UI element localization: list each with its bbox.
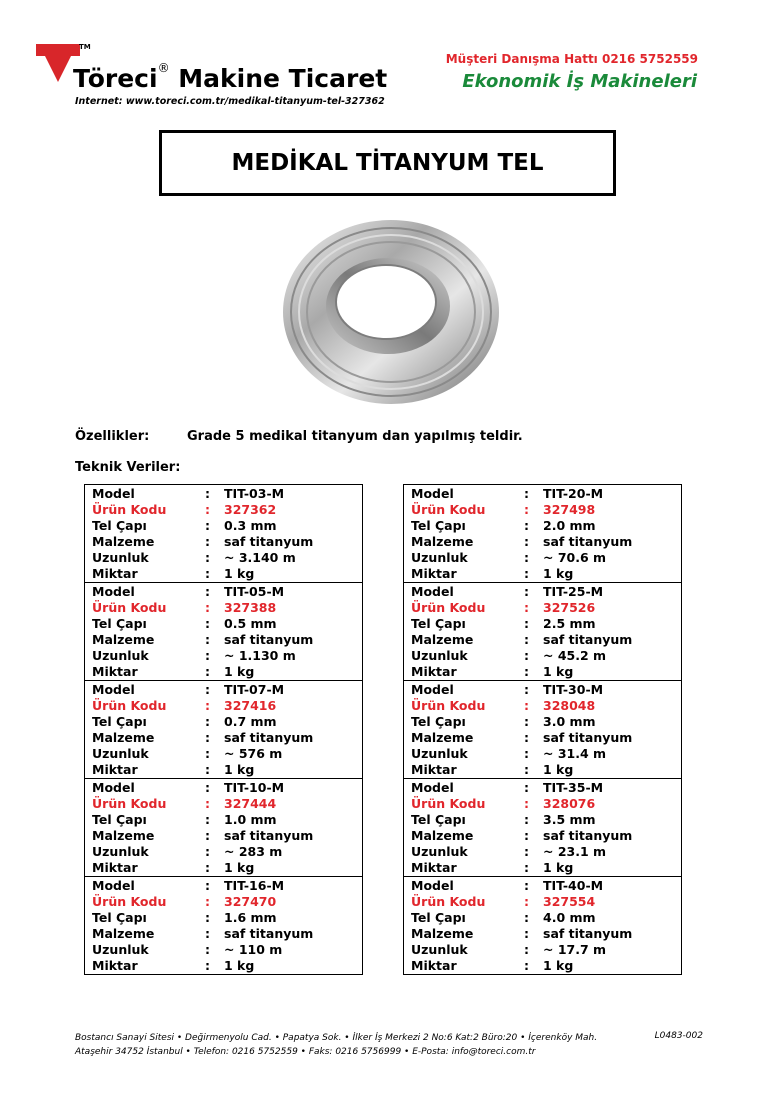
model-value: TIT-05-M bbox=[224, 584, 285, 599]
length-value: ~ 31.4 m bbox=[543, 746, 607, 761]
code-value: 328048 bbox=[543, 698, 596, 713]
diameter-value: 2.5 mm bbox=[543, 616, 596, 631]
code-value: 327526 bbox=[543, 600, 596, 615]
diameter-value: 0.3 mm bbox=[224, 518, 277, 533]
qty-value: 1 kg bbox=[543, 762, 574, 777]
model-label: Model bbox=[411, 584, 454, 599]
length-label: Uzunluk bbox=[411, 746, 468, 761]
model-value: TIT-20-M bbox=[543, 486, 604, 501]
qty-value: 1 kg bbox=[543, 860, 574, 875]
length-value: ~ 17.7 m bbox=[543, 942, 607, 957]
properties-label: Özellikler: bbox=[75, 429, 150, 444]
length-value: ~ 1.130 m bbox=[224, 648, 296, 663]
model-label: Model bbox=[411, 486, 454, 501]
model-label: Model bbox=[411, 780, 454, 795]
material-label: Malzeme bbox=[92, 730, 155, 745]
material-value: saf titanyum bbox=[543, 828, 633, 843]
qty-value: 1 kg bbox=[224, 958, 255, 973]
length-label: Uzunluk bbox=[92, 746, 149, 761]
model-label: Model bbox=[92, 878, 135, 893]
material-value: saf titanyum bbox=[224, 926, 314, 941]
properties-value: Grade 5 medikal titanyum dan yapılmış teldir. bbox=[187, 429, 523, 444]
product-block: Model : TIT-35-M Ürün Kodu : 328076 Tel Çapı : 3.5 mm Malzeme : saf titanyum Uzunluk : ~ 23.1 m Miktar : 1 kg bbox=[404, 779, 681, 877]
material-value: saf titanyum bbox=[543, 926, 633, 941]
qty-value: 1 kg bbox=[224, 566, 255, 581]
code-value: 328076 bbox=[543, 796, 596, 811]
code-label: Ürün Kodu bbox=[411, 600, 486, 615]
qty-label: Miktar bbox=[92, 860, 138, 875]
diameter-value: 0.5 mm bbox=[224, 616, 277, 631]
material-value: saf titanyum bbox=[224, 632, 314, 647]
diameter-label: Tel Çapı bbox=[92, 616, 147, 631]
code-label: Ürün Kodu bbox=[411, 894, 486, 909]
qty-value: 1 kg bbox=[224, 762, 255, 777]
model-value: TIT-16-M bbox=[224, 878, 285, 893]
length-value: ~ 3.140 m bbox=[224, 550, 296, 565]
qty-value: 1 kg bbox=[543, 664, 574, 679]
diameter-value: 0.7 mm bbox=[224, 714, 277, 729]
code-value: 327444 bbox=[224, 796, 277, 811]
model-label: Model bbox=[92, 486, 135, 501]
model-value: TIT-30-M bbox=[543, 682, 604, 697]
qty-value: 1 kg bbox=[224, 860, 255, 875]
registered-mark: ® bbox=[157, 61, 170, 75]
material-value: saf titanyum bbox=[543, 730, 633, 745]
tech-data-label: Teknik Veriler: bbox=[75, 460, 181, 475]
length-value: ~ 110 m bbox=[224, 942, 283, 957]
qty-label: Miktar bbox=[411, 762, 457, 777]
product-block: Model : TIT-40-M Ürün Kodu : 327554 Tel Çapı : 4.0 mm Malzeme : saf titanyum Uzunluk : ~ 17.7 m Miktar : 1 kg bbox=[411, 878, 633, 973]
material-value: saf titanyum bbox=[224, 534, 314, 549]
footer-line-2: Ataşehir 34752 İstanbul • Telefon: 0216 5752559 • Faks: 0216 5756999 • E-Posta: info@toreci.com.tr bbox=[75, 1047, 536, 1057]
titanium-wire-coil-image bbox=[276, 210, 506, 410]
material-label: Malzeme bbox=[92, 926, 155, 941]
diameter-label: Tel Çapı bbox=[411, 812, 466, 827]
diameter-label: Tel Çapı bbox=[411, 910, 466, 925]
code-value: 327416 bbox=[224, 698, 277, 713]
company-name: Töreci® Makine Ticaret bbox=[73, 61, 388, 93]
length-label: Uzunluk bbox=[92, 942, 149, 957]
model-label: Model bbox=[411, 682, 454, 697]
material-value: saf titanyum bbox=[224, 828, 314, 843]
product-block: Model : TIT-03-M Ürün Kodu : 327362 Tel Çapı : 0.3 mm Malzeme : saf titanyum Uzunluk : ~ 3.140 m Miktar : 1 kg bbox=[85, 485, 362, 583]
length-label: Uzunluk bbox=[92, 550, 149, 565]
diameter-label: Tel Çapı bbox=[92, 518, 147, 533]
model-label: Model bbox=[411, 878, 454, 893]
length-value: ~ 45.2 m bbox=[543, 648, 607, 663]
qty-value: 1 kg bbox=[543, 958, 574, 973]
material-label: Malzeme bbox=[411, 632, 474, 647]
qty-label: Miktar bbox=[411, 566, 457, 581]
qty-value: 1 kg bbox=[543, 566, 574, 581]
page-title: MEDİKAL TİTANYUM TEL bbox=[231, 150, 544, 176]
diameter-value: 3.5 mm bbox=[543, 812, 596, 827]
trademark-mark: TM bbox=[79, 43, 91, 51]
diameter-value: 3.0 mm bbox=[543, 714, 596, 729]
material-value: saf titanyum bbox=[543, 534, 633, 549]
model-label: Model bbox=[92, 584, 135, 599]
code-value: 327498 bbox=[543, 502, 596, 517]
code-label: Ürün Kodu bbox=[92, 796, 167, 811]
diameter-value: 1.6 mm bbox=[224, 910, 277, 925]
code-value: 327554 bbox=[543, 894, 596, 909]
diameter-value: 2.0 mm bbox=[543, 518, 596, 533]
code-label: Ürün Kodu bbox=[411, 796, 486, 811]
model-value: TIT-35-M bbox=[543, 780, 604, 795]
code-value: 327388 bbox=[224, 600, 277, 615]
qty-value: 1 kg bbox=[224, 664, 255, 679]
qty-label: Miktar bbox=[92, 958, 138, 973]
diameter-label: Tel Çapı bbox=[92, 714, 147, 729]
spec-table-left bbox=[84, 484, 363, 975]
title-box bbox=[159, 130, 616, 196]
length-value: ~ 23.1 m bbox=[543, 844, 607, 859]
length-label: Uzunluk bbox=[411, 648, 468, 663]
product-block: Model : TIT-20-M Ürün Kodu : 327498 Tel Çapı : 2.0 mm Malzeme : saf titanyum Uzunluk : ~ 70.6 m Miktar : 1 kg bbox=[404, 485, 681, 583]
qty-label: Miktar bbox=[411, 958, 457, 973]
qty-label: Miktar bbox=[411, 664, 457, 679]
material-label: Malzeme bbox=[92, 534, 155, 549]
length-label: Uzunluk bbox=[411, 942, 468, 957]
model-value: TIT-10-M bbox=[224, 780, 285, 795]
product-block: Model : TIT-05-M Ürün Kodu : 327388 Tel Çapı : 0.5 mm Malzeme : saf titanyum Uzunluk : ~ 1.130 m Miktar : 1 kg bbox=[85, 583, 362, 681]
qty-label: Miktar bbox=[92, 762, 138, 777]
length-label: Uzunluk bbox=[92, 648, 149, 663]
model-value: TIT-03-M bbox=[224, 486, 285, 501]
footer-address bbox=[75, 1031, 597, 1059]
code-label: Ürün Kodu bbox=[92, 698, 167, 713]
website-url[interactable]: Internet: www.toreci.com.tr/medikal-titanyum-tel-327362 bbox=[75, 96, 385, 107]
qty-label: Miktar bbox=[411, 860, 457, 875]
material-label: Malzeme bbox=[92, 828, 155, 843]
product-block: Model : TIT-16-M Ürün Kodu : 327470 Tel Çapı : 1.6 mm Malzeme : saf titanyum Uzunluk : ~ 110 m Miktar : 1 kg bbox=[92, 878, 314, 973]
material-label: Malzeme bbox=[411, 730, 474, 745]
model-value: TIT-07-M bbox=[224, 682, 285, 697]
diameter-label: Tel Çapı bbox=[411, 714, 466, 729]
material-label: Malzeme bbox=[411, 828, 474, 843]
product-block: Model : TIT-30-M Ürün Kodu : 328048 Tel Çapı : 3.0 mm Malzeme : saf titanyum Uzunluk : ~ 31.4 m Miktar : 1 kg bbox=[404, 681, 681, 779]
product-block: Model : TIT-10-M Ürün Kodu : 327444 Tel Çapı : 1.0 mm Malzeme : saf titanyum Uzunluk : ~ 283 m Miktar : 1 kg bbox=[85, 779, 362, 877]
diameter-value: 4.0 mm bbox=[543, 910, 596, 925]
length-label: Uzunluk bbox=[411, 844, 468, 859]
diameter-label: Tel Çapı bbox=[411, 616, 466, 631]
code-value: 327470 bbox=[224, 894, 277, 909]
model-label: Model bbox=[92, 682, 135, 697]
product-block: Model : TIT-07-M Ürün Kodu : 327416 Tel Çapı : 0.7 mm Malzeme : saf titanyum Uzunluk : ~ 576 m Miktar : 1 kg bbox=[85, 681, 362, 779]
length-value: ~ 283 m bbox=[224, 844, 283, 859]
qty-label: Miktar bbox=[92, 566, 138, 581]
material-label: Malzeme bbox=[92, 632, 155, 647]
diameter-label: Tel Çapı bbox=[92, 812, 147, 827]
diameter-label: Tel Çapı bbox=[411, 518, 466, 533]
code-value: 327362 bbox=[224, 502, 277, 517]
material-label: Malzeme bbox=[411, 534, 474, 549]
length-label: Uzunluk bbox=[92, 844, 149, 859]
code-label: Ürün Kodu bbox=[92, 894, 167, 909]
length-label: Uzunluk bbox=[411, 550, 468, 565]
code-label: Ürün Kodu bbox=[411, 502, 486, 517]
model-value: TIT-25-M bbox=[543, 584, 604, 599]
code-label: Ürün Kodu bbox=[92, 600, 167, 615]
model-value: TIT-40-M bbox=[543, 878, 604, 893]
material-value: saf titanyum bbox=[224, 730, 314, 745]
diameter-label: Tel Çapı bbox=[92, 910, 147, 925]
product-block: Model : TIT-25-M Ürün Kodu : 327526 Tel Çapı : 2.5 mm Malzeme : saf titanyum Uzunluk : ~ 45.2 m Miktar : 1 kg bbox=[404, 583, 681, 681]
slogan: Ekonomik İş Makineleri bbox=[462, 71, 697, 92]
spec-table-right bbox=[403, 484, 682, 975]
length-value: ~ 576 m bbox=[224, 746, 283, 761]
length-value: ~ 70.6 m bbox=[543, 550, 607, 565]
code-label: Ürün Kodu bbox=[92, 502, 167, 517]
material-value: saf titanyum bbox=[543, 632, 633, 647]
diameter-value: 1.0 mm bbox=[224, 812, 277, 827]
code-label: Ürün Kodu bbox=[411, 698, 486, 713]
document-number: L0483-002 bbox=[654, 1031, 703, 1041]
customer-hotline: Müşteri Danışma Hattı 0216 5752559 bbox=[445, 52, 698, 66]
qty-label: Miktar bbox=[92, 664, 138, 679]
model-label: Model bbox=[92, 780, 135, 795]
material-label: Malzeme bbox=[411, 926, 474, 941]
footer-line-1: Bostancı Sanayi Sitesi • Değirmenyolu Cad. • Papatya Sok. • İlker İş Merkezi 2 No:6 Kat:2 Büro:20 • İçerenköy Mah. bbox=[75, 1033, 598, 1043]
